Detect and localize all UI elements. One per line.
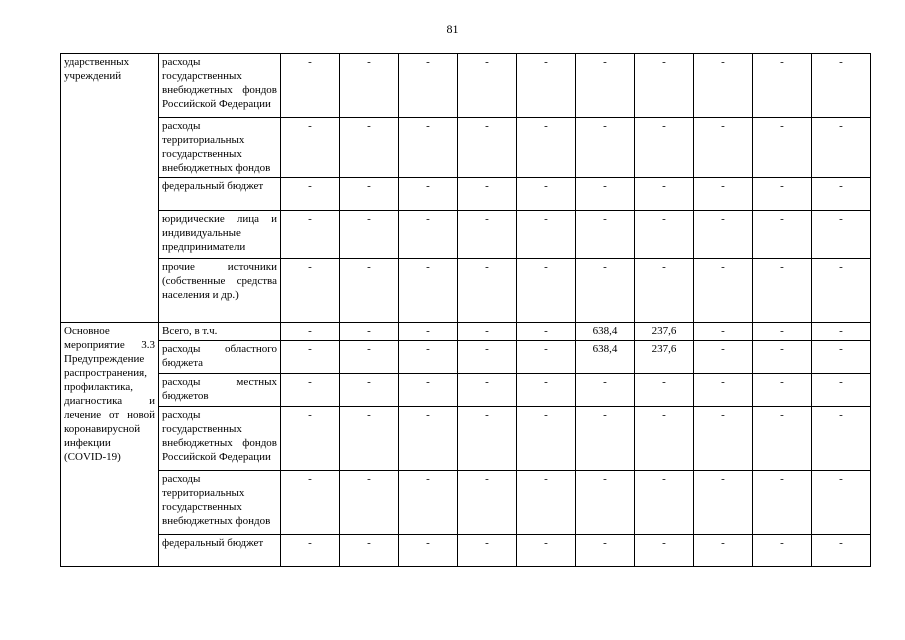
- amount-cell: -: [576, 471, 635, 535]
- amount-cell: -: [458, 54, 517, 118]
- funding-source-cell: расходы областного бюджета: [159, 341, 281, 374]
- amount-cell: -: [635, 471, 694, 535]
- amount-cell: 638,4: [576, 323, 635, 341]
- amount-cell: -: [399, 535, 458, 567]
- amount-cell: -: [399, 211, 458, 259]
- amount-cell: -: [576, 374, 635, 407]
- amount-cell: -: [576, 178, 635, 211]
- amount-cell: -: [340, 374, 399, 407]
- amount-cell: -: [635, 211, 694, 259]
- amount-cell: -: [340, 211, 399, 259]
- amount-cell: -: [694, 54, 753, 118]
- funding-source-cell: юридические лица и индивидуальные предприниматели: [159, 211, 281, 259]
- table-row: [61, 178, 871, 211]
- amount-cell: -: [399, 374, 458, 407]
- amount-cell: -: [517, 118, 576, 178]
- amount-cell: -: [635, 535, 694, 567]
- amount-cell: -: [812, 323, 871, 341]
- funding-source-cell: расходы государственных внебюджетных фондов Российской Федерации: [159, 407, 281, 471]
- amount-cell: 237,6: [635, 323, 694, 341]
- amount-cell: -: [694, 118, 753, 178]
- amount-cell: -: [812, 211, 871, 259]
- amount-cell: -: [281, 323, 340, 341]
- table-row: [61, 259, 871, 323]
- amount-cell: -: [399, 178, 458, 211]
- amount-cell: -: [576, 54, 635, 118]
- amount-cell: -: [281, 535, 340, 567]
- amount-cell: -: [576, 407, 635, 471]
- funding-source-cell: федеральный бюджет: [159, 535, 281, 567]
- funding-source-cell: федеральный бюджет: [159, 178, 281, 211]
- amount-cell: -: [753, 323, 812, 341]
- amount-cell: -: [458, 341, 517, 374]
- measure-title-cell: Основное мероприятие 3.3 Предупреждение распространения, профилактика, диагностика и лечение от новой коронавирусной инфекции (COVID-19): [61, 323, 159, 567]
- amount-cell: -: [635, 54, 694, 118]
- amount-cell: -: [517, 178, 576, 211]
- amount-cell: -: [399, 341, 458, 374]
- amount-cell: -: [340, 407, 399, 471]
- amount-cell: -: [517, 407, 576, 471]
- amount-cell: -: [517, 374, 576, 407]
- table-row: [61, 54, 871, 118]
- amount-cell: -: [281, 54, 340, 118]
- amount-cell: -: [458, 535, 517, 567]
- amount-cell: -: [812, 471, 871, 535]
- amount-cell: -: [753, 471, 812, 535]
- amount-cell: -: [694, 323, 753, 341]
- amount-cell: -: [399, 118, 458, 178]
- amount-cell: -: [458, 211, 517, 259]
- amount-cell: -: [340, 341, 399, 374]
- table-row: [61, 211, 871, 259]
- amount-cell: -: [399, 323, 458, 341]
- funding-source-cell: Всего, в т.ч.: [159, 323, 281, 341]
- amount-cell: -: [694, 211, 753, 259]
- funding-source-cell: прочие источники (собственные средства населения и др.): [159, 259, 281, 323]
- funding-source-cell: расходы территориальных государственных внебюджетных фондов: [159, 471, 281, 535]
- amount-cell: -: [517, 323, 576, 341]
- amount-cell: -: [694, 259, 753, 323]
- amount-cell: -: [517, 211, 576, 259]
- amount-cell: -: [458, 118, 517, 178]
- funding-source-cell: расходы государственных внебюджетных фондов Российской Федерации: [159, 54, 281, 118]
- amount-cell: -: [340, 178, 399, 211]
- amount-cell: -: [812, 259, 871, 323]
- amount-cell: -: [281, 407, 340, 471]
- amount-cell: -: [753, 118, 812, 178]
- amount-cell: -: [576, 118, 635, 178]
- funding-source-cell: расходы местных бюджетов: [159, 374, 281, 407]
- amount-cell: -: [281, 211, 340, 259]
- amount-cell: -: [340, 118, 399, 178]
- amount-cell: -: [340, 259, 399, 323]
- amount-cell: -: [812, 118, 871, 178]
- table-row: [61, 374, 871, 407]
- amount-cell: -: [399, 407, 458, 471]
- amount-cell: -: [458, 374, 517, 407]
- amount-cell: -: [812, 374, 871, 407]
- amount-cell: -: [753, 341, 812, 374]
- amount-cell: -: [458, 323, 517, 341]
- amount-cell: 638,4: [576, 341, 635, 374]
- amount-cell: 237,6: [635, 341, 694, 374]
- amount-cell: -: [458, 407, 517, 471]
- budget-table: [60, 53, 871, 567]
- amount-cell: -: [458, 259, 517, 323]
- amount-cell: -: [340, 323, 399, 341]
- amount-cell: -: [753, 178, 812, 211]
- funding-source-cell: расходы территориальных государственных внебюджетных фондов: [159, 118, 281, 178]
- amount-cell: -: [458, 471, 517, 535]
- amount-cell: -: [399, 259, 458, 323]
- amount-cell: -: [753, 54, 812, 118]
- amount-cell: -: [576, 259, 635, 323]
- amount-cell: -: [576, 211, 635, 259]
- amount-cell: -: [517, 259, 576, 323]
- amount-cell: -: [517, 535, 576, 567]
- table-row: [61, 471, 871, 535]
- amount-cell: -: [399, 54, 458, 118]
- page-number: 81: [446, 22, 459, 36]
- amount-cell: -: [517, 471, 576, 535]
- amount-cell: -: [281, 118, 340, 178]
- amount-cell: -: [753, 535, 812, 567]
- table-row: [61, 323, 871, 341]
- amount-cell: -: [812, 54, 871, 118]
- amount-cell: -: [340, 54, 399, 118]
- amount-cell: -: [753, 211, 812, 259]
- amount-cell: -: [694, 341, 753, 374]
- amount-cell: -: [399, 471, 458, 535]
- amount-cell: -: [635, 259, 694, 323]
- amount-cell: -: [812, 535, 871, 567]
- amount-cell: -: [281, 341, 340, 374]
- amount-cell: -: [281, 259, 340, 323]
- amount-cell: -: [694, 535, 753, 567]
- amount-cell: -: [635, 178, 694, 211]
- amount-cell: -: [458, 178, 517, 211]
- amount-cell: -: [812, 341, 871, 374]
- table-row: [61, 341, 871, 374]
- amount-cell: -: [281, 471, 340, 535]
- amount-cell: -: [340, 471, 399, 535]
- amount-cell: -: [694, 374, 753, 407]
- amount-cell: -: [517, 341, 576, 374]
- table-row: [61, 535, 871, 567]
- budget-table-body: [61, 54, 871, 567]
- amount-cell: -: [753, 407, 812, 471]
- amount-cell: -: [753, 374, 812, 407]
- table-row: [61, 118, 871, 178]
- amount-cell: -: [340, 535, 399, 567]
- amount-cell: -: [281, 178, 340, 211]
- amount-cell: -: [517, 54, 576, 118]
- amount-cell: -: [812, 178, 871, 211]
- amount-cell: -: [281, 374, 340, 407]
- amount-cell: -: [694, 471, 753, 535]
- amount-cell: -: [753, 259, 812, 323]
- amount-cell: -: [694, 407, 753, 471]
- amount-cell: -: [635, 374, 694, 407]
- amount-cell: -: [812, 407, 871, 471]
- measure-title-cell: ударственных учреждений: [61, 54, 159, 323]
- amount-cell: -: [635, 407, 694, 471]
- table-row: [61, 407, 871, 471]
- amount-cell: -: [635, 118, 694, 178]
- amount-cell: -: [576, 535, 635, 567]
- amount-cell: -: [694, 178, 753, 211]
